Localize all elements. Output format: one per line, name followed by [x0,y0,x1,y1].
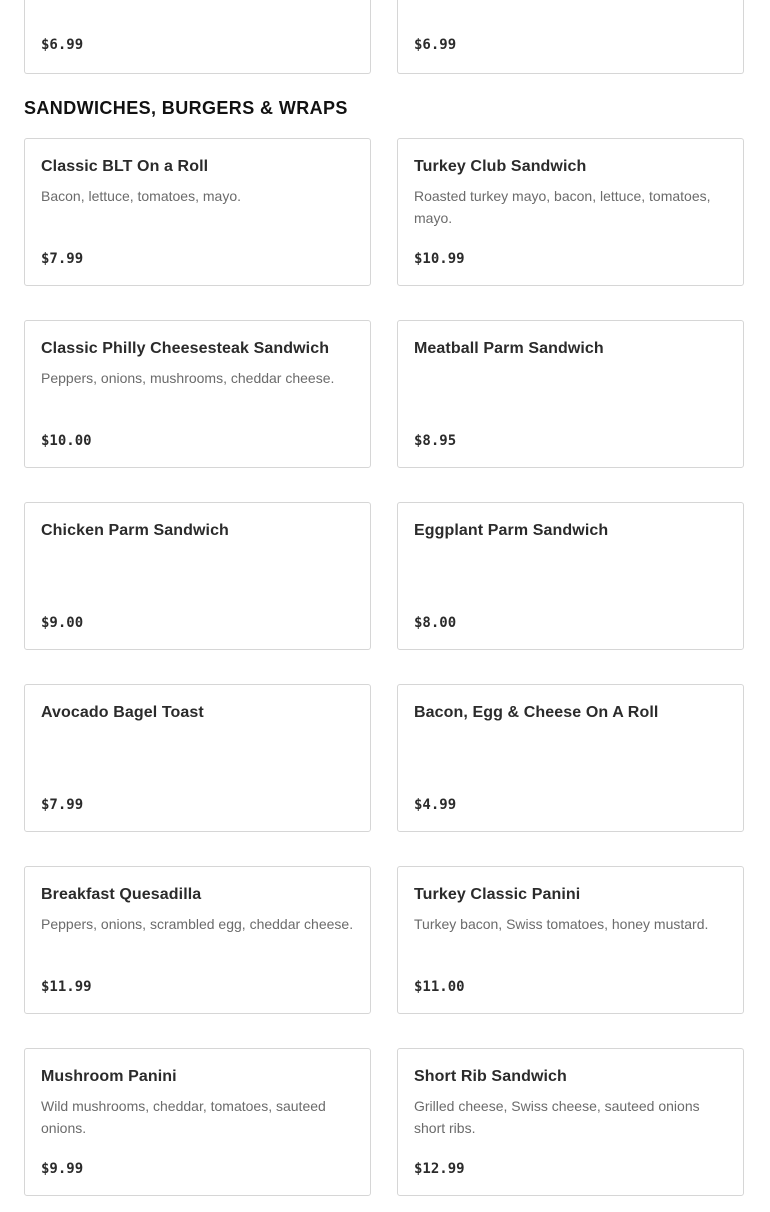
item-price: $10.99 [414,251,465,267]
menu-item-card[interactable] [24,0,371,74]
item-description: Grilled cheese, Swiss cheese, sauteed onions short ribs. [414,1098,700,1136]
item-price: $6.99 [414,37,457,53]
menu-item-card[interactable] [24,866,371,1014]
item-name: Classic Philly Cheesesteak Sandwich [41,340,330,357]
menu-item-card[interactable] [397,866,744,1014]
item-name: Mushroom Panini [41,1068,177,1085]
item-description: Peppers, onions, scrambled egg, cheddar cheese. [41,916,354,932]
section-title: SANDWICHES, BURGERS & WRAPS [24,98,348,118]
item-price: $8.95 [414,433,457,449]
menu-item-card[interactable] [24,138,371,286]
item-price: $9.00 [41,615,84,631]
menu-item-card[interactable] [397,0,744,74]
item-name: Turkey Club Sandwich [414,158,587,175]
item-name: Breakfast Quesadilla [41,886,202,903]
item-price: $11.00 [414,979,465,995]
item-price: $10.00 [41,433,92,449]
item-name: Avocado Bagel Toast [41,704,204,721]
item-description: Peppers, onions, mushrooms, cheddar cheese. [41,370,335,386]
item-description: Wild mushrooms, cheddar, tomatoes, sauteed onions. [41,1098,326,1136]
menu-item-card[interactable] [24,684,371,832]
menu-item-card[interactable] [24,320,371,468]
menu-item-card[interactable] [397,320,744,468]
item-name: Eggplant Parm Sandwich [414,522,609,539]
item-name: Bacon, Egg & Cheese On A Roll [414,704,659,721]
menu-item-card[interactable] [397,138,744,286]
item-price: $12.99 [414,1161,465,1177]
item-price: $7.99 [41,797,84,813]
menu-item-card[interactable] [24,502,371,650]
item-price: $6.99 [41,37,84,53]
item-name: Short Rib Sandwich [414,1068,567,1085]
item-price: $8.00 [414,615,457,631]
item-description: Turkey bacon, Swiss tomatoes, honey mustard. [414,916,709,932]
item-name: Classic BLT On a Roll [41,158,209,175]
menu-item-card[interactable] [397,684,744,832]
menu-item-card[interactable] [397,502,744,650]
item-price: $4.99 [414,797,457,813]
item-price: $9.99 [41,1161,84,1177]
item-description: Roasted turkey mayo, bacon, lettuce, tomatoes, mayo. [414,188,711,226]
item-price: $7.99 [41,251,84,267]
menu-item-card[interactable] [397,1048,744,1196]
item-name: Chicken Parm Sandwich [41,522,229,539]
item-name: Meatball Parm Sandwich [414,340,604,357]
item-description: Bacon, lettuce, tomatoes, mayo. [41,188,241,204]
item-price: $11.99 [41,979,92,995]
menu-item-card[interactable] [24,1048,371,1196]
item-name: Turkey Classic Panini [414,886,581,903]
